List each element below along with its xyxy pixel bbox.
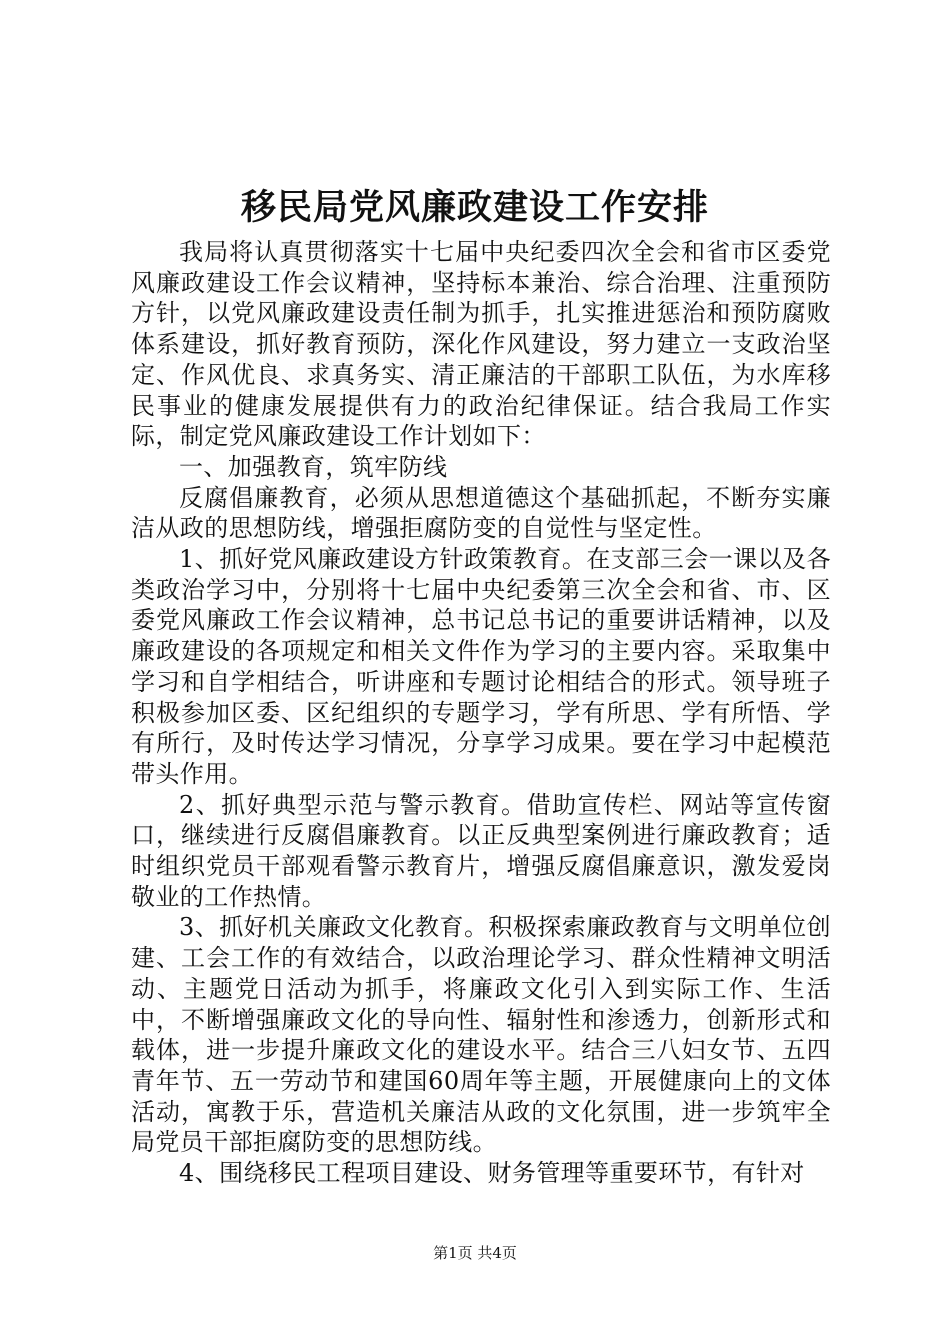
paragraph-item-2: 2、抓好典型示范与警示教育。借助宣传栏、网站等宣传窗口，继续进行反腐倡廉教育。以正反典型案例进行廉政教育；适时组织党员干部观看警示教育片，增强反腐倡廉意识，激发爱岗敬业的工作热情。 bbox=[131, 790, 831, 911]
document-body bbox=[131, 237, 831, 1189]
document-title: 移民局党风廉政建设工作安排 bbox=[240, 187, 709, 228]
section-heading: 一、加强教育，筑牢防线 bbox=[179, 452, 448, 481]
paragraph-item-1: 1、抓好党风廉政建设方针政策教育。在支部三会一课以及各类政治学习中，分别将十七届中央纪委第三次全会和省、市、区委党风廉政工作会议精神，总书记总书记的重要讲话精神，以及廉政建设的各项规定和相关文件作为学习的主要内容。采取集中学习和自学相结合，听讲座和专题讨论相结合的形式。领导班子积极参加区委、区纪组织的专题学习，学有所思、学有所悟、学有所行，及时传达学习情况，分享学习成果。要在学习中起模范带头作用。 bbox=[131, 545, 831, 788]
paragraph-item-4: 4、围绕移民工程项目建设、财务管理等重要环节，有针对 bbox=[179, 1159, 805, 1188]
paragraph-section-intro: 反腐倡廉教育，必须从思想道德这个基础抓起，不断夯实廉洁从政的思想防线，增强拒腐防变的自觉性与坚定性。 bbox=[131, 483, 831, 543]
paragraph-item-3: 3、抓好机关廉政文化教育。积极探索廉政教育与文明单位创建、工会工作的有效结合，以政治理论学习、群众性精神文明活动、主题党日活动为抓手，将廉政文化引入到实际工作、生活中，不断增强廉政文化的导向性、辐射性和渗透力，创新形式和载体，进一步提升廉政文化的建设水平。结合三八妇女节、五四青年节、五一劳动节和建国60周年等主题，开展健康向上的文体活动，寓教于乐，营造机关廉洁从政的文化氛围，进一步筑牢全局党员干部拒腐防变的思想防线。 bbox=[131, 913, 831, 1157]
page-number-footer: 第1页 共4页 bbox=[433, 1244, 517, 1262]
paragraph-intro: 我局将认真贯彻落实十七届中央纪委四次全会和省市区委党风廉政建设工作会议精神，坚持标本兼治、综合治理、注重预防方针，以党风廉政建设责任制为抓手，扎实推进惩治和预防腐败体系建设，抓好教育预防，深化作风建设，努力建立一支政治坚定、作风优良、求真务实、清正廉洁的干部职工队伍，为水库移民事业的健康发展提供有力的政治纪律保证。结合我局工作实际，制定党风廉政建设工作计划如下： bbox=[131, 238, 831, 451]
